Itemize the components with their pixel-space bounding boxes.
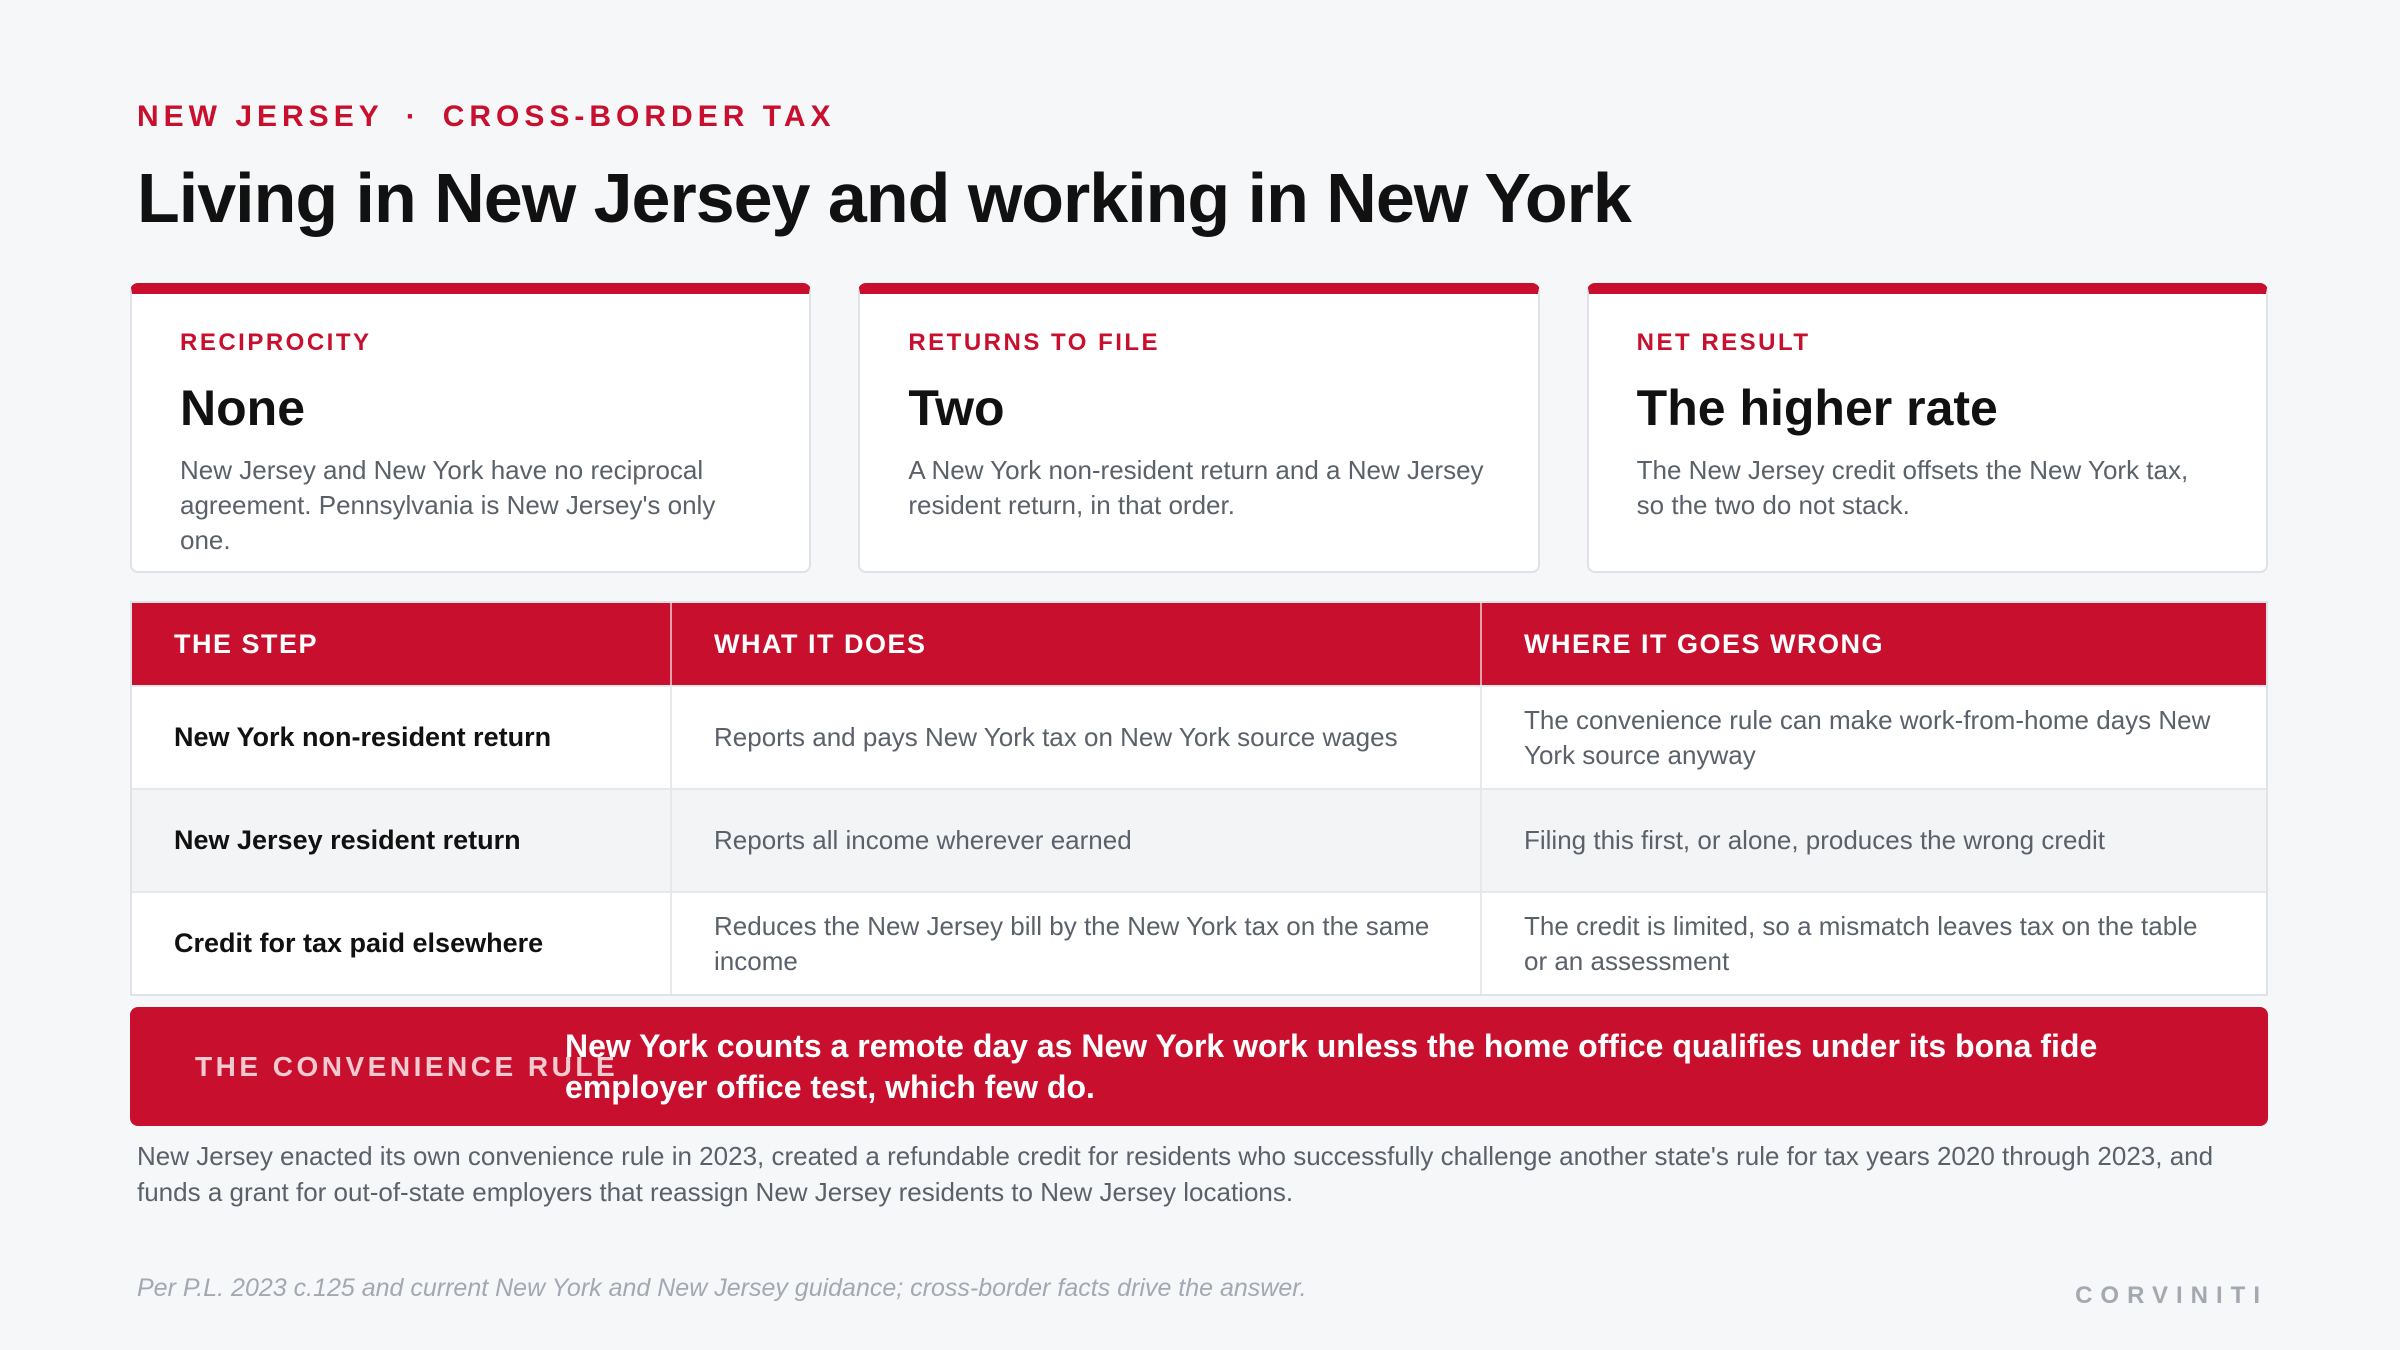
source-note: Per P.L. 2023 c.125 and current New York and New Jersey guidance; cross-border facts drive the answer. — [137, 1274, 1307, 1302]
cell-step: Credit for tax paid elsewhere — [132, 893, 672, 994]
kicker-topic: CROSS-BORDER TAX — [442, 100, 836, 133]
kicker-state: NEW JERSEY — [137, 100, 384, 133]
callout-label: THE CONVENIENCE RULE — [195, 1050, 619, 1082]
slide — [130, 0, 2268, 1350]
summary-cards — [130, 283, 2268, 573]
kicker-separator: · — [405, 100, 421, 133]
card-net-result — [1587, 283, 2268, 573]
cell-step: New York non-resident return — [132, 687, 672, 788]
cell-where-it-goes-wrong: The credit is limited, so a mismatch leaves tax on the table or an assessment — [1524, 910, 2198, 976]
table-body — [132, 685, 2266, 994]
cell-where-it-goes-wrong: Filing this first, or alone, produces the wrong credit — [1524, 825, 2105, 855]
cell-what-it-does: Reports all income wherever earned — [672, 790, 1482, 891]
callout-text: New York counts a remote day as New York work unless the home office qualifies under its bona fide employer office test, which few do. — [565, 1027, 2098, 1105]
table-header — [132, 603, 2266, 685]
card-label: RETURNS TO FILE — [908, 329, 1161, 356]
cell-what-it-does: Reduces the New Jersey bill by the New York tax on the same income — [672, 893, 1482, 994]
card-description: The New Jersey credit offsets the New York tax, so the two do not stack. — [1636, 455, 2189, 520]
steps-table — [130, 601, 2268, 996]
card-description: New Jersey and New York have no reciprocal agreement. Pennsylvania is New Jersey's only one. — [180, 455, 716, 555]
page-title: Living in New Jersey and working in New York — [137, 159, 1631, 237]
table-row — [132, 685, 2266, 788]
table-row — [132, 788, 2266, 891]
cell-step: New Jersey resident return — [132, 790, 672, 891]
column-header-step: THE STEP — [132, 603, 672, 685]
footnote: New Jersey enacted its own convenience rule in 2023, created a refundable credit for residents who successfully challenge another state's rule for tax years 2020 through 2023, and funds a grant for out-of-state employers that reassign New Jersey residents to New Jersey locations. — [137, 1141, 2214, 1207]
column-header-what-it-does: WHAT IT DOES — [672, 603, 1482, 685]
kicker — [137, 100, 836, 134]
brand-wordmark: CORVINITI — [2075, 1282, 2268, 1309]
card-value: Two — [908, 380, 1005, 436]
convenience-rule-callout — [130, 1007, 2268, 1126]
card-label: RECIPROCITY — [180, 329, 372, 356]
column-header-where-it-goes-wrong: WHERE IT GOES WRONG — [1524, 628, 1885, 659]
card-value: None — [180, 380, 305, 436]
cell-what-it-does: Reports and pays New York tax on New York source wages — [672, 687, 1482, 788]
cell-where-it-goes-wrong: The convenience rule can make work-from-home days New York source anyway — [1524, 704, 2211, 770]
card-reciprocity — [130, 283, 811, 573]
table-row — [132, 891, 2266, 994]
card-returns-to-file — [858, 283, 1539, 573]
card-description: A New York non-resident return and a New Jersey resident return, in that order. — [908, 455, 1484, 520]
card-value: The higher rate — [1636, 380, 1998, 436]
card-label: NET RESULT — [1636, 329, 1811, 356]
